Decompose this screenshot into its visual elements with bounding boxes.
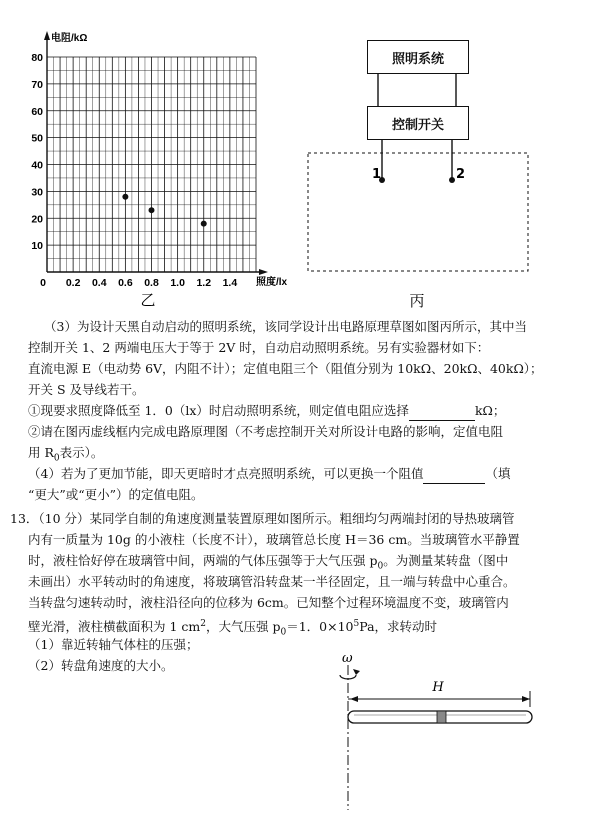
q4-line2: “更大”或“更小”）的定值电阻。 <box>28 487 204 502</box>
circuit-diagram <box>300 0 594 320</box>
y-tick-label: 80 <box>31 52 43 64</box>
y-axis-label: 电阻/kΩ <box>51 33 88 44</box>
liquid-column <box>437 711 446 723</box>
q3-part2-line2: 用 $R_0$表示）。 <box>28 445 104 464</box>
q13-sub2: （2）转盘角速度的大小。 <box>28 658 174 673</box>
data-point <box>122 194 128 200</box>
q13-line4: 未画出）水平转动时的角速度，将玻璃管沿转盘某一半径固定，且一端与转盘中心重合。 <box>28 574 516 589</box>
x-tick-label: 0.2 <box>65 277 81 289</box>
omega-label: ω <box>342 651 353 666</box>
q3-line2: 控制开关 1、2 两端电压大于等于 2V 时，自动启动照明系统。另有实验器材如下： <box>28 340 490 355</box>
q3-line3: 直流电源 E（电动势 6V，内阻不计）；定值电阻三个（阻值分别为 10kΩ、20kΩ、40kΩ）； <box>28 361 543 376</box>
x-tick-label: 1.0 <box>170 277 185 289</box>
x-tick-label: 1.2 <box>196 277 212 289</box>
q13-sub1: （1）靠近转轴气体柱的压强； <box>28 637 199 652</box>
y-tick-label: 70 <box>31 78 43 91</box>
chart-grid <box>47 57 256 272</box>
q13-line3: 时，液柱恰好停在玻璃管中间，两端的气体压强等于大气压强 $p_0$。为测量某转盘（图中 <box>28 553 509 572</box>
terminal-2-dot <box>449 177 455 183</box>
terminal-1-label: 1 <box>372 167 382 182</box>
length-H-label: H <box>432 680 444 695</box>
x-tick-label: 0.8 <box>144 277 159 289</box>
y-tick-label: 20 <box>31 213 43 226</box>
figure-caption-bing: 丙 <box>409 292 425 310</box>
y-tick-label: 10 <box>31 240 43 253</box>
q3-line4: 开关 S 及导线若干。 <box>28 382 145 397</box>
q3-line1: （3）为设计天黑自动启动的照明系统，该同学设计出电路原理草图如图丙所示，其中当 <box>44 319 527 334</box>
q3-part1: ①现要求照度降低至 1．0（lx）时启动照明系统，则定值电阻应选择 kΩ； <box>28 402 505 421</box>
figure-caption-yi: 乙 <box>140 291 156 309</box>
rotating-tube-figure <box>320 645 550 815</box>
y-tick-label: 40 <box>31 159 43 172</box>
y-axis-arrow <box>44 31 50 40</box>
q13-line1: 13．（10 分）某同学自制的角速度测量装置原理如图所示。粗细均匀两端封闭的导热玻璃管 <box>10 511 515 526</box>
rotation-arrow-icon <box>340 675 356 679</box>
x-tick-label: 0 <box>40 277 46 289</box>
data-point <box>201 221 207 227</box>
q4-line1: （4）若为了更加节能，即天更暗时才点亮照明系统，可以更换一个阻值 （填 <box>28 465 510 484</box>
x-tick-label: 0.6 <box>118 277 133 289</box>
q3-part2-line1: ②请在图丙虚线框内完成电路原理图（不考虑控制开关对所设计电路的影响，定值电阻 <box>28 424 504 439</box>
resistance-illuminance-chart <box>0 0 300 320</box>
answer-blank-resistor[interactable] <box>409 402 475 421</box>
y-tick-label: 60 <box>31 105 43 118</box>
q13-line5: 当转盘匀速转动时，液柱沿径向的位移为 6cm。已知整个过程环境温度不变，玻璃管内 <box>28 595 509 610</box>
dashed-design-box <box>308 153 528 271</box>
x-tick-label: 1.4 <box>222 277 238 289</box>
control-switch-label: 控制开关 <box>391 117 444 133</box>
x-tick-label: 0.4 <box>91 277 107 289</box>
q13-line2: 内有一质量为 10g 的小液柱（长度不计），玻璃管总长度 H＝36 cm。当玻璃管水平静置 <box>28 532 520 547</box>
q13-line6: 壁光滑，液柱横截面积为 1 $cm^2$，大气压强 $p_0=1$．$0\times 10^5Pa$，求转动时 <box>28 619 438 638</box>
y-tick-label: 50 <box>31 132 43 145</box>
x-axis-label: 照度/lx <box>256 277 288 288</box>
data-point <box>149 207 155 213</box>
x-axis-arrow <box>259 269 268 275</box>
y-tick-label: 30 <box>31 186 43 199</box>
lighting-system-label: 照明系统 <box>391 51 444 67</box>
terminal-2-label: 2 <box>456 167 466 182</box>
answer-blank-q4[interactable] <box>423 465 485 484</box>
